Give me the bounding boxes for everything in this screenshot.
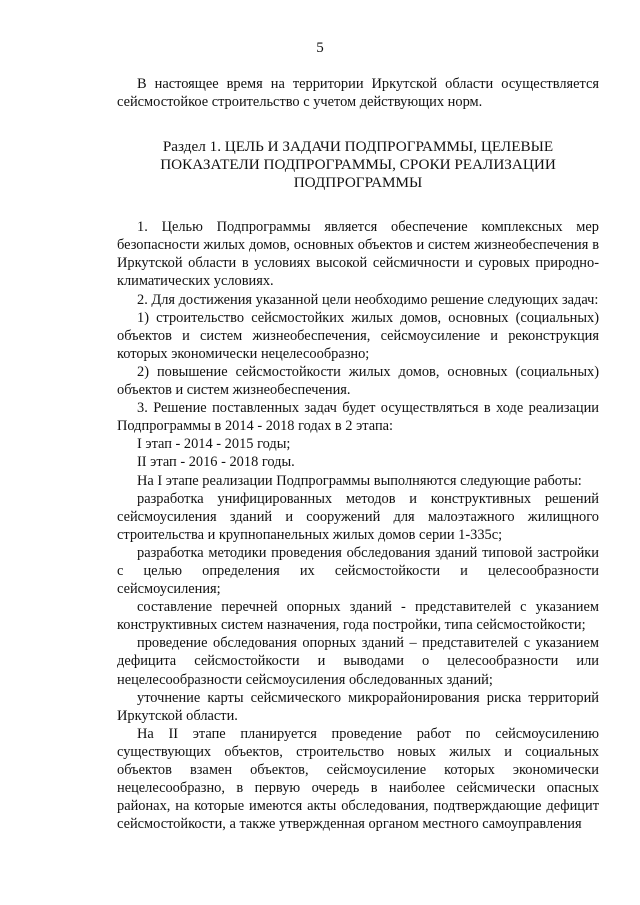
paragraph-work-2: разработка методики проведения обследования зданий типовой застройки с целью определения их сейсмостойкости и целесообразности сейсмоусиления; <box>117 544 599 598</box>
section-title-line-2: ПОКАЗАТЕЛИ ПОДПРОГРАММЫ, СРОКИ РЕАЛИЗАЦИИ <box>160 156 556 174</box>
document-content <box>117 75 599 833</box>
paragraph-task-2: 2) повышение сейсмостойкости жилых домов, основных (социальных) объектов и систем жизнеобеспечения. <box>117 363 599 399</box>
paragraph-tasks-intro: 2. Для достижения указанной цели необходимо решение следующих задач: <box>137 291 599 308</box>
intro-paragraph: В настоящее время на территории Иркутской области осуществляется сейсмостойкое строительство с учетом действующих норм. <box>117 76 599 111</box>
section-title-line-3: ПОДПРОГРАММЫ <box>293 174 423 192</box>
paragraph-stage-2: II этап - 2016 - 2018 годы. <box>137 454 295 471</box>
paragraph-work-3: составление перечней опорных зданий - представителей с указанием конструктивных систем назначения, года постройки, типа сейсмостойкости; <box>117 599 599 634</box>
paragraph-stage-2-works: На II этапе планируется проведение работ по сейсмоусилению существующих объектов, строительство новых жилых и социальных объектов взамен объектов, сейсмоусиление которых экономически нецелесообразно, в первую очередь в наиболее сейсмически опасных районах, на которые имеются акты обследования, подтверждающие дефицит сейсмостойкости, а также утвержденная органом местного самоуправления <box>117 725 599 833</box>
section-title-line-1: Раздел 1. ЦЕЛЬ И ЗАДАЧИ ПОДПРОГРАММЫ, ЦЕЛЕВЫЕ <box>162 138 554 156</box>
paragraph-stage-1-works: На I этапе реализации Подпрограммы выполняются следующие работы: <box>137 472 582 489</box>
paragraph-goal: 1. Целью Подпрограммы является обеспечение комплексных мер безопасности жилых домов, основных объектов и систем жизнеобеспечения в Иркутской области в условиях высокой сейсмичности и суровых природно-климатических условиях. <box>117 219 599 290</box>
paragraph-work-4: проведение обследования опорных зданий – представителей с указанием дефицита сейсмостойкости и выводами о целесообразности или нецелесообразности сейсмоусиления обследованных зданий; <box>117 635 599 688</box>
paragraph-task-1: 1) строительство сейсмостойких жилых домов, основных (социальных) объектов и систем жизнеобеспечения, сейсмоусиление и реконструкция которых экономически нецелесообразно; <box>117 309 599 362</box>
paragraph-stage-1: I этап - 2014 - 2015 годы; <box>137 436 291 453</box>
page-number: 5 <box>316 40 324 56</box>
paragraph-work-5: уточнение карты сейсмического микрорайонирования риска территорий Иркутской области. <box>117 689 599 724</box>
paragraph-stages-intro: 3. Решение поставленных задач будет осуществляться в ходе реализации Подпрограммы в 2014 - 2018 годах в 2 этапа: <box>117 400 599 435</box>
section-title <box>117 138 599 192</box>
paragraph-work-1: разработка унифицированных методов и конструктивных решений сейсмоусиления зданий и сооружений для малоэтажного жилищного строительства и крупнопанельных жилых домов серии 1-335с; <box>117 490 599 543</box>
